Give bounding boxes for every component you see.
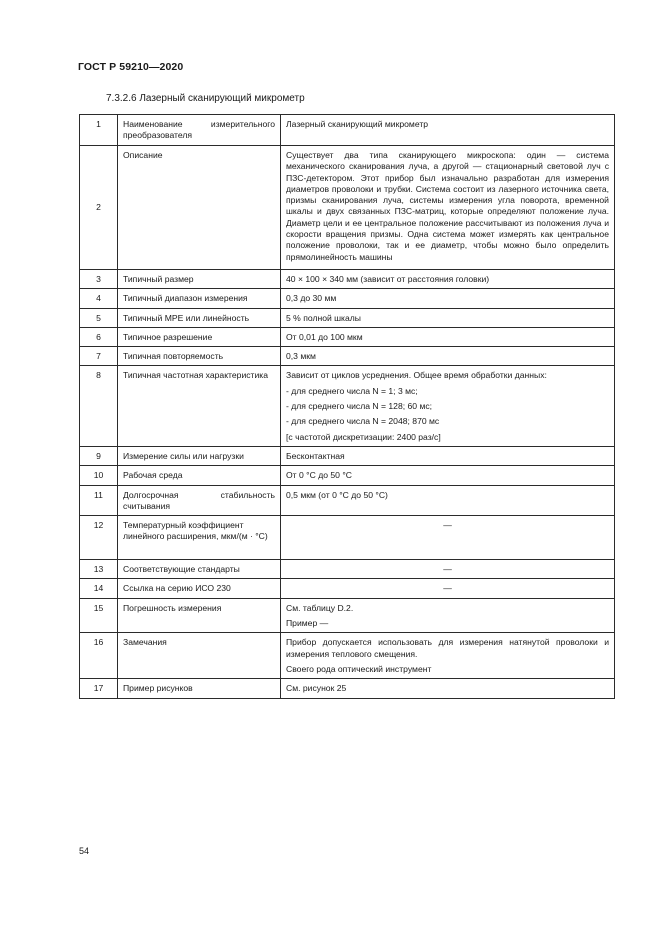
row-number: 6	[80, 327, 118, 346]
row-name: Типичная повторяемость	[118, 347, 281, 366]
row-name: Погрешность измерения	[118, 598, 281, 633]
row-number: 9	[80, 446, 118, 465]
value-line: Зависит от циклов усреднения. Общее время обработки данных:	[286, 370, 547, 381]
row-value: Лазерный сканирующий микрометр	[281, 115, 615, 146]
row-value: 5 % полной шкалы	[281, 308, 615, 327]
row-name: Рабочая среда	[118, 466, 281, 485]
row-value: 0,5 мкм (от 0 °С до 50 °С)	[281, 485, 615, 516]
value-line: Пример —	[286, 618, 329, 629]
value-line: [с частотой дискретизации: 2400 раз/с]	[286, 431, 441, 442]
row-value: Существует два типа сканирующего микроскопа: один — система механического сканирования луча, а другой — стационарный световой луч с ПЗС-детектором. Этот прибор был изначально разработан для измерения диаметров проволоки и трубки. Система состоит из лазерного источника света, призмы сканирования луча, системы измерения угла поворота, временной шкалы и двух связанных ПЗС-матриц, которые определяют положение луча. Диаметр цели и ее центральное положение рассчитывают из положения луча и скорости вращения призмы. Одна система может измерять как центральное положение проволоки, так и ее диаметр, чтобы можно было определить прямолинейность машины	[281, 146, 615, 270]
row-value	[281, 598, 615, 633]
row-name: Типичный размер	[118, 269, 281, 288]
row-name: Ссылка на серию ИСО 230	[118, 579, 281, 598]
value-line: Прибор допускается использовать для измерения натянутой проволоки и измерения теплового смещения.	[286, 637, 609, 659]
row-number: 17	[80, 679, 118, 698]
row-number: 7	[80, 347, 118, 366]
value-line: Своего рода оптический инструмент	[286, 663, 432, 674]
row-name: Типичное разрешение	[118, 327, 281, 346]
row-value: Бесконтактная	[281, 446, 615, 465]
document-header: ГОСТ Р 59210—2020	[78, 61, 184, 73]
row-name: Измерение силы или нагрузки	[118, 446, 281, 465]
row-name: Замечания	[118, 633, 281, 679]
table-row	[80, 560, 615, 579]
row-value: От 0 °С до 50 °С	[281, 466, 615, 485]
row-name: Типичный диапазон измерения	[118, 289, 281, 308]
table-row	[80, 679, 615, 698]
row-number: 13	[80, 560, 118, 579]
row-name: Соответствующие стандарты	[118, 560, 281, 579]
row-value: 0,3 до 30 мм	[281, 289, 615, 308]
row-number: 11	[80, 485, 118, 516]
table-row	[80, 466, 615, 485]
table-row	[80, 446, 615, 465]
row-number: 8	[80, 366, 118, 446]
row-number: 14	[80, 579, 118, 598]
row-name: Наименование измерительного преобразователя	[118, 115, 281, 146]
row-number: 12	[80, 516, 118, 560]
row-name: Описание	[118, 146, 281, 270]
row-number: 15	[80, 598, 118, 633]
section-title: 7.3.2.6 Лазерный сканирующий микрометр	[106, 93, 305, 104]
row-number: 3	[80, 269, 118, 288]
table-row	[80, 598, 615, 633]
row-name: Типичный MPE или линейность	[118, 308, 281, 327]
value-line: См. таблицу D.2.	[286, 602, 354, 613]
table-row	[80, 579, 615, 598]
row-number: 1	[80, 115, 118, 146]
row-value: 40 × 100 × 340 мм (зависит от расстояния головки)	[281, 269, 615, 288]
page-number: 54	[79, 846, 90, 856]
row-value: —	[281, 560, 615, 579]
table-row	[80, 516, 615, 560]
row-value: От 0,01 до 100 мкм	[281, 327, 615, 346]
row-name: Пример рисунков	[118, 679, 281, 698]
row-name: Температурный коэффициент линейного расширения, мкм/(м · °С)	[118, 516, 281, 560]
row-name: Типичная частотная характеристика	[118, 366, 281, 446]
row-value	[281, 633, 615, 679]
row-number: 16	[80, 633, 118, 679]
table-row	[80, 366, 615, 446]
row-value: См. рисунок 25	[281, 679, 615, 698]
row-value: —	[281, 579, 615, 598]
row-value	[281, 366, 615, 446]
row-value: —	[281, 516, 615, 560]
table-row	[80, 146, 615, 270]
row-name: Долгосрочная стабильность считывания	[118, 485, 281, 516]
row-number: 4	[80, 289, 118, 308]
row-number: 5	[80, 308, 118, 327]
row-number: 10	[80, 466, 118, 485]
table-row	[80, 269, 615, 288]
specification-table	[79, 114, 615, 699]
row-value: 0,3 мкм	[281, 347, 615, 366]
table-row	[80, 347, 615, 366]
table-row	[80, 308, 615, 327]
table-row	[80, 485, 615, 516]
value-line: - для среднего числа N = 2048; 870 мс	[286, 416, 440, 427]
value-line: - для среднего числа N = 1; 3 мс;	[286, 385, 418, 396]
row-number: 2	[80, 146, 118, 270]
value-line: - для среднего числа N = 128; 60 мс;	[286, 401, 433, 412]
table-row	[80, 327, 615, 346]
table-row	[80, 115, 615, 146]
table-row	[80, 289, 615, 308]
table-row	[80, 633, 615, 679]
